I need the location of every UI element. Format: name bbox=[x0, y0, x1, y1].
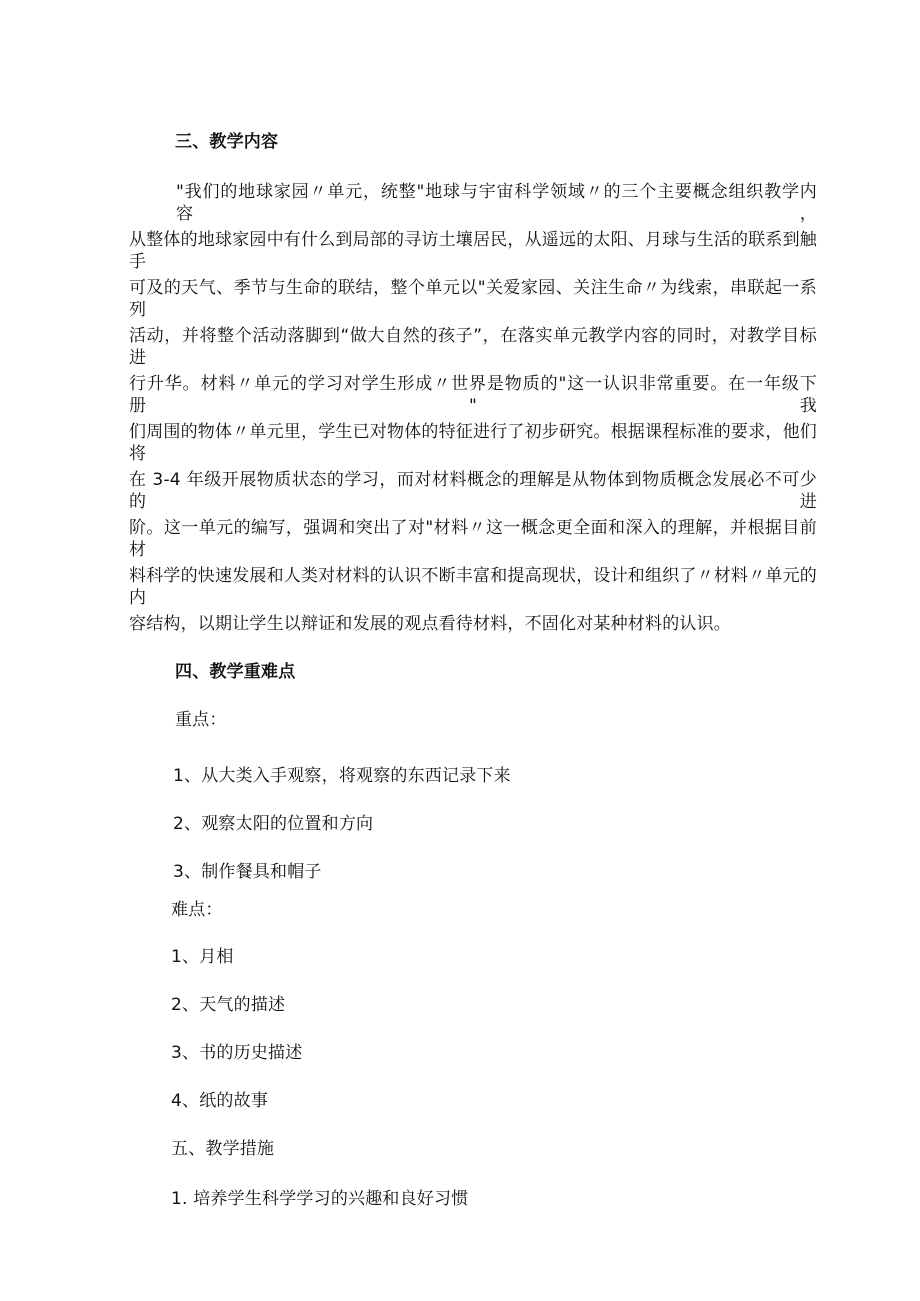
paragraph-line: 在 3-4 年级开展物质状态的学习，而对材料概念的理解是从物体到物质概念发展必不可少的进 bbox=[129, 470, 817, 512]
section-heading-teaching-measures: 五、教学措施 bbox=[171, 1139, 275, 1159]
paragraph-line: 阶。这一单元的编写，强调和突出了对"材料〃这一概念更全面和深入的理解，并根据目前材 bbox=[129, 518, 817, 560]
paragraph-line: 料科学的快速发展和人类对材料的认识不断丰富和提高现状，设计和组织了〃材料〃单元的内 bbox=[129, 566, 817, 608]
difficulty-item: 3、书的历史描述 bbox=[171, 1043, 303, 1063]
paragraph-line: 行升华。材料〃单元的学习对学生形成〃世界是物质的"这一认识非常重要。在一年级下册"我 bbox=[129, 374, 817, 416]
paragraph-line: 可及的天气、季节与生命的联结，整个单元以"关爱家园、关注生命〃为线索，串联起一系列 bbox=[129, 278, 817, 320]
section-heading-teaching-content: 三、教学内容 bbox=[175, 132, 279, 152]
measure-item: 1. 培养学生科学学习的兴趣和良好习惯 bbox=[171, 1189, 469, 1209]
difficulties-label: 难点： bbox=[171, 900, 223, 920]
paragraph-line: "我们的地球家园〃单元，统整"地球与宇宙科学领域〃的三个主要概念组织教学内容， bbox=[176, 182, 817, 224]
key-point-item: 2、观察太阳的位置和方向 bbox=[173, 814, 374, 834]
paragraph-line: 容结构，以期让学生以辩证和发展的观点看待材料，不固化对某种材料的认识。 bbox=[129, 614, 731, 634]
difficulty-item: 4、纸的故事 bbox=[171, 1091, 269, 1111]
paragraph-line: 从整体的地球家园中有什么到局部的寻访土壤居民，从遥远的太阳、月球与生活的联系到触手 bbox=[129, 230, 817, 272]
key-points-label: 重点： bbox=[175, 710, 227, 730]
section-heading-key-difficult-points: 四、教学重难点 bbox=[175, 662, 296, 682]
difficulty-item: 2、天气的描述 bbox=[171, 995, 286, 1015]
paragraph-line: 活动，并将整个活动落脚到“做大自然的孩子”，在落实单元教学内容的同时，对教学目标进 bbox=[129, 326, 817, 368]
difficulty-item: 1、月相 bbox=[171, 947, 234, 967]
key-point-item: 1、从大类入手观察，将观察的东西记录下来 bbox=[173, 766, 511, 786]
paragraph-line: 们周围的物体〃单元里，学生已对物体的特征进行了初步研究。根据课程标准的要求，他们将 bbox=[129, 422, 817, 464]
key-point-item: 3、制作餐具和帽子 bbox=[173, 862, 322, 882]
